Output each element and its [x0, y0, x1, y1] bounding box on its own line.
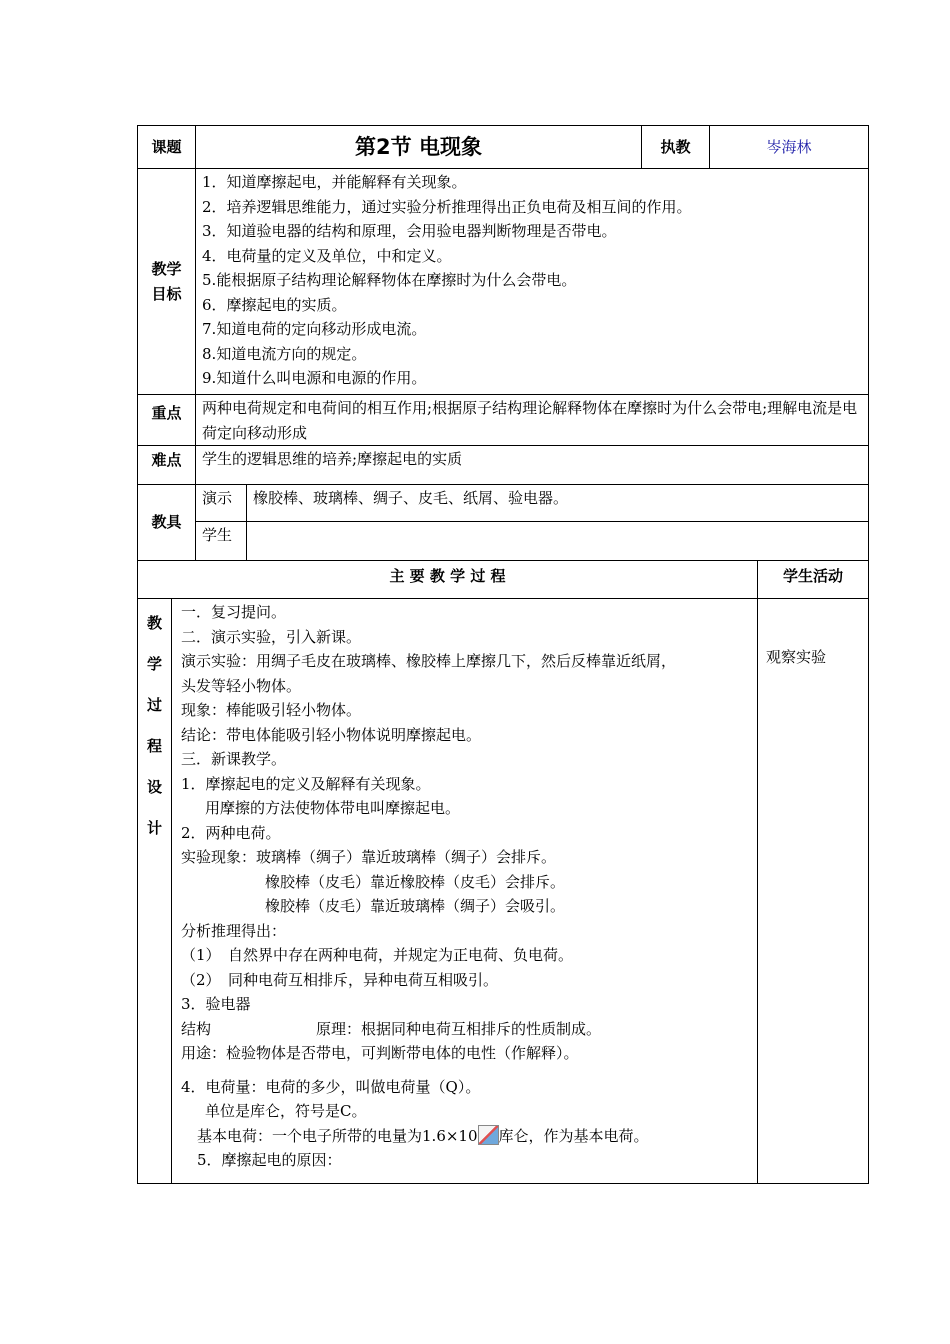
teacher-label: 执教 — [642, 126, 710, 169]
process-line: 2．两种电荷。 — [181, 823, 281, 842]
difficulties-label: 难点 — [138, 446, 196, 485]
objectives-row — [138, 169, 869, 395]
equipment-student-label: 学生 — [196, 522, 247, 561]
equipment-demo-row — [138, 485, 869, 522]
side-char: 计 — [146, 819, 162, 837]
process-line: 一．复习提问。 — [181, 603, 287, 621]
process-line: 结论：带电体能吸引轻小物体说明摩擦起电。 — [181, 725, 482, 744]
objective-item: 9.知道什么叫电源和电源的作用。 — [202, 369, 427, 387]
process-side-label — [138, 599, 172, 1184]
equipment-demo-label: 演示 — [196, 485, 247, 522]
process-header-row — [138, 561, 869, 599]
process-header: 主 要 教 学 过 程 — [138, 561, 758, 599]
side-char: 学 — [146, 655, 162, 673]
lesson-plan-table — [137, 125, 869, 1184]
objectives-label — [138, 169, 196, 395]
side-char: 过 — [146, 696, 162, 714]
process-line: 二．演示实验，引入新课。 — [181, 627, 362, 646]
process-line: 演示实验：用绸子毛皮在玻璃棒、橡胶棒上摩擦几下，然后反棒靠近纸屑， — [181, 652, 677, 670]
process-line: 结构 原理：根据同种电荷互相排斥的性质制成。 — [181, 1019, 602, 1038]
objective-item: 4．电荷量的定义及单位，中和定义。 — [202, 246, 452, 265]
key-points-row — [138, 395, 869, 446]
equipment-label: 教具 — [138, 485, 196, 561]
header-row — [138, 126, 869, 169]
process-line: 现象：棒能吸引轻小物体。 — [181, 701, 362, 719]
base-charge-text: 基本电荷：一个电子所带的电量为1.6×10 — [197, 1126, 478, 1145]
objectives-label-line2: 目标 — [151, 284, 182, 303]
process-line: 头发等轻小物体。 — [181, 676, 302, 695]
objective-item: 7.知道电荷的定向移动形成电流。 — [202, 320, 427, 338]
process-line: 1．摩擦起电的定义及解释有关现象。 — [181, 774, 431, 793]
objectives-list — [196, 169, 869, 395]
side-char: 设 — [146, 778, 162, 796]
objective-item: 8.知道电流方向的规定。 — [202, 344, 367, 363]
process-content — [172, 599, 758, 1184]
process-line: 单位是库仑，符号是C。 — [205, 1102, 367, 1120]
process-line: （2） 同种电荷互相排斥，异种电荷互相吸引。 — [181, 970, 499, 989]
lesson-label: 课题 — [138, 126, 196, 169]
difficulties-row — [138, 446, 869, 485]
lesson-plan-sheet — [137, 125, 868, 1184]
key-points-text: 两种电荷规定和电荷间的相互作用;根据原子结构理论解释物体在摩擦时为什么会带电;理解电流是电荷定向移动形成 — [196, 395, 869, 446]
objective-item: 2．培养逻辑思维能力，通过实验分析推理得出正负电荷及相互间的作用。 — [202, 197, 692, 216]
objectives-label-line1: 教学 — [151, 260, 182, 278]
side-char: 教 — [146, 614, 162, 632]
process-line: （1） 自然界中存在两种电荷，并规定为正电荷、负电荷。 — [181, 946, 574, 964]
objective-item: 6．摩擦起电的实质。 — [202, 295, 347, 314]
process-line: 5．摩擦起电的原因： — [197, 1151, 342, 1169]
equipment-student-row — [138, 522, 869, 561]
teacher-name: 岑海林 — [710, 126, 869, 169]
objective-item: 3．知道验电器的结构和原理，会用验电器判断物理是否带电。 — [202, 222, 617, 240]
process-line: 用摩擦的方法使物体带电叫摩擦起电。 — [205, 799, 461, 817]
process-line-charge — [181, 1124, 751, 1149]
process-line: 橡胶棒（皮毛）靠近橡胶棒（皮毛）会排斥。 — [265, 872, 566, 891]
base-charge-unit: 库仑，作为基本电荷。 — [498, 1126, 649, 1145]
equipment-demo-items: 橡胶棒、玻璃棒、绸子、皮毛、纸屑、验电器。 — [247, 485, 869, 522]
key-points-label: 重点 — [138, 395, 196, 446]
process-line: 三．新课教学。 — [181, 750, 287, 768]
activity-header: 学生活动 — [758, 561, 869, 599]
process-line: 实验现象：玻璃棒（绸子）靠近玻璃棒（绸子）会排斥。 — [181, 848, 557, 866]
process-line: 用途：检验物体是否带电，可判断带电体的电性（作解释）。 — [181, 1044, 579, 1062]
process-line: 分析推理得出： — [181, 921, 287, 940]
process-line: 3．验电器 — [181, 995, 251, 1013]
lesson-title: 第2节 电现象 — [196, 126, 642, 169]
process-body-row — [138, 599, 869, 1184]
difficulties-text: 学生的逻辑思维的培养;摩擦起电的实质 — [196, 446, 869, 485]
objective-item: 1．知道摩擦起电，并能解释有关现象。 — [202, 173, 467, 191]
process-line: 4．电荷量：电荷的多少，叫做电荷量（Q）。 — [181, 1077, 481, 1096]
process-line: 橡胶棒（皮毛）靠近玻璃棒（绸子）会吸引。 — [265, 897, 566, 915]
student-activity: 观察实验 — [758, 599, 869, 1184]
equation-image-icon — [478, 1125, 499, 1145]
objective-item: 5.能根据原子结构理论解释物体在摩擦时为什么会带电。 — [202, 271, 577, 289]
equipment-student-items — [247, 522, 869, 561]
side-char: 程 — [146, 737, 162, 755]
